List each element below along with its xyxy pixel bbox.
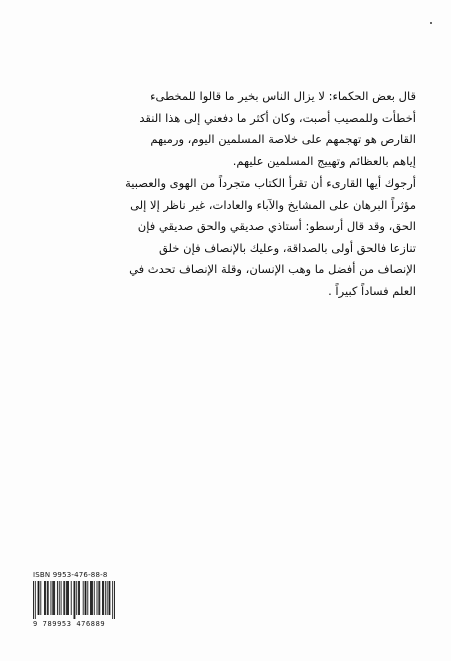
- text-line: القارص هو تهجمهم على خلاصة المسلمين اليوم، ورميهم: [150, 132, 416, 146]
- paragraph-2: [104, 173, 416, 302]
- isbn-label: ISBN 9953-476-88-8: [33, 571, 108, 579]
- text-line: العلم فساداً كبيراً .: [328, 283, 416, 298]
- isbn-barcode-block: [33, 571, 133, 628]
- cover-text: [104, 86, 416, 302]
- barcode-icon: [33, 581, 115, 619]
- text-line: تنازعا فالحق أولى بالصداقة، وعليك بالإنصاف فإن خلق: [158, 240, 416, 255]
- text-line: أرجوك أيها القارىء أن تقرأ الكتاب متجرداً من الهوى والعصبية: [125, 176, 416, 190]
- scan-speck: [430, 22, 432, 24]
- barcode-digits: 9 789953 476889: [33, 620, 106, 628]
- text-line: إياهم بالعظائم وتهييج المسلمين عليهم.: [232, 153, 416, 168]
- text-line: أخطأت وللمصيب أصبت، وكان أكثر ما دفعني إلى هذا النقد: [139, 110, 416, 125]
- text-line: الإنصاف من أفضل ما وهب الإنسان، وقلة الإنصاف تحدث في: [129, 262, 416, 276]
- paragraph-1: [104, 86, 416, 172]
- text-line: الحق، وقد قال أرسطو: أستاذي صديقي والحق صديقي فإن: [137, 219, 416, 233]
- text-line: قال بعض الحكماء: لا يزال الناس بخير ما قالوا للمخطىء: [150, 89, 416, 103]
- text-line: مؤثراً البرهان على المشايخ والآباء والعادات، غير ناظر إلا إلى: [130, 197, 416, 212]
